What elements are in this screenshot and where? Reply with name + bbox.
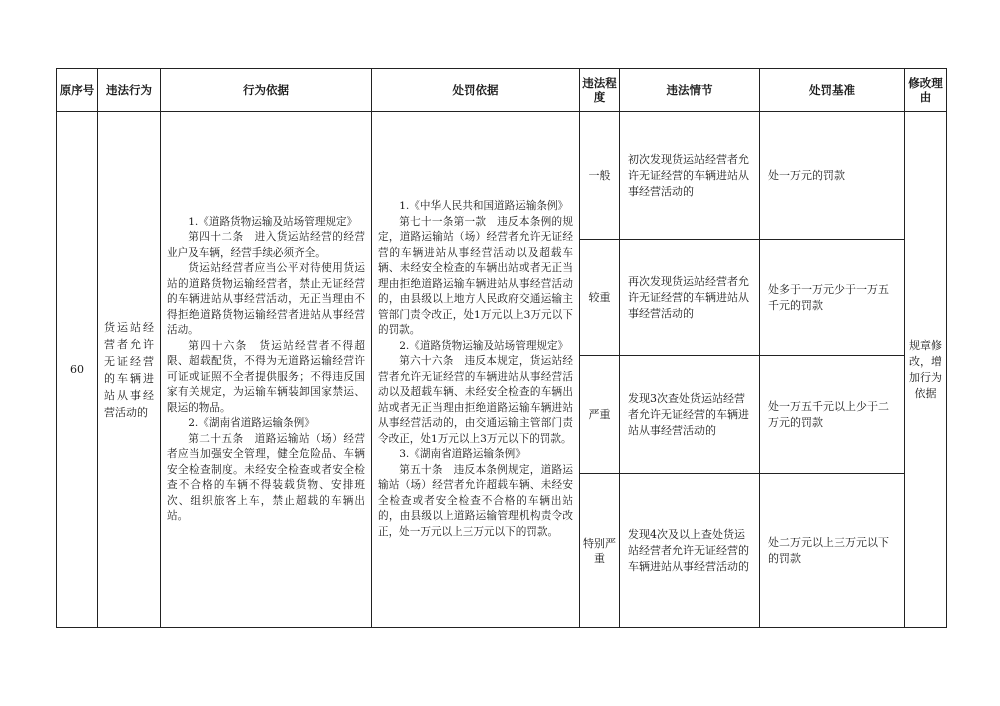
degree-severe: 严重 bbox=[580, 356, 620, 474]
basis-line: 第四十六条 货运站经营者不得超限、超载配货，不得为无道路运输经营许可证或证照不全者提供服务；不得违反国家有关规定，为运输车辆装卸国家禁运、限运的物品。 bbox=[167, 339, 365, 414]
penalty-basis-line: 第六十六条 违反本规定，货运站经营者允许无证经营的车辆进站从事经营活动以及超载车辆、未经安全检查的车辆出站或者无正当理由拒绝道路运输车辆进站从事经营活动的，由交通运输主管部门责令改正，处1万元以上3万元以下的罚款。 bbox=[378, 355, 573, 445]
standard-serious: 处多于一万元少于一万五千元的罚款 bbox=[760, 240, 905, 356]
row-reason bbox=[905, 112, 947, 628]
header-standard: 处罚基准 bbox=[760, 69, 905, 112]
penalty-basis-line: 1.《中华人民共和国道路运输条例》 bbox=[399, 200, 569, 212]
row-seq: 60 bbox=[57, 112, 98, 628]
basis-line: 货运站经营者应当公平对待使用货运站的道路货物运输经营者，禁止无证经营的车辆进站从事经营活动，无正当理由不得拒绝道路货物运输经营者进站从事经营活动。 bbox=[167, 262, 365, 336]
header-reason: 修改理由 bbox=[905, 69, 947, 112]
header-circumstance: 违法情节 bbox=[620, 69, 760, 112]
standard-general: 处一万元的罚款 bbox=[760, 112, 905, 240]
table-row bbox=[57, 112, 947, 240]
standard-especially-severe: 处二万元以上三万元以下的罚款 bbox=[760, 474, 905, 628]
basis-line: 第二十五条 道路运输站（场）经营者应当加强安全管理，健全危险品、车辆安全检查制度。未经安全检查或者安全检查不合格的车辆不得装载货物、安排班次、组织旅客上车，禁止超载的车辆出站。 bbox=[167, 432, 365, 522]
circumstance-general: 初次发现货运站经营者允许无证经营的车辆进站从事经营活动的 bbox=[620, 112, 760, 240]
header-penalty-basis: 处罚依据 bbox=[372, 69, 580, 112]
header-basis: 行为依据 bbox=[161, 69, 372, 112]
basis-line: 1.《道路货物运输及站场管理规定》 bbox=[188, 215, 358, 228]
row-penalty-basis bbox=[372, 112, 580, 628]
penalty-basis-line: 2.《道路货物运输及站场管理规定》 bbox=[399, 339, 569, 352]
circumstance-severe: 发现3次查处货运站经营者允许无证经营的车辆进站从事经营活动的 bbox=[620, 356, 760, 474]
header-violation: 违法行为 bbox=[98, 69, 161, 112]
standard-severe: 处一万五千元以上少于二万元的罚款 bbox=[760, 356, 905, 474]
basis-line: 第四十二条 进入货运站经营的经营业户及车辆，经营手续必须齐全。 bbox=[167, 231, 365, 259]
row-violation: 货运站经营者允许无证经营的车辆进站从事经营活动的 bbox=[98, 112, 161, 628]
row-basis bbox=[161, 112, 372, 628]
penalty-basis-line: 第七十一条第一款 违反本条例的规定，道路运输站（场）经营者允许无证经营的车辆进站从事经营活动以及超载车辆、未经安全检查的车辆出站或者无正当理由拒绝道路运输车辆进站从事经营活动的，由县级以上地方人民政府交通运输主管部门责令改正，处1万元以上3万元以下的罚款。 bbox=[378, 215, 573, 336]
header-degree: 违法程度 bbox=[580, 69, 620, 112]
header-row bbox=[57, 69, 947, 112]
degree-general: 一般 bbox=[580, 112, 620, 240]
penalty-basis-line: 3.《湖南省道路运输条例》 bbox=[399, 448, 526, 460]
header-seq: 原序号 bbox=[57, 69, 98, 112]
circumstance-serious: 再次发现货运站经营者允许无证经营的车辆进站从事经营活动的 bbox=[620, 240, 760, 356]
circumstance-especially-severe: 发现4次及以上查处货运站经营者允许无证经营的车辆进站从事经营活动的 bbox=[620, 474, 760, 628]
reason-text: 规章修改，增加行为依据 bbox=[909, 338, 942, 400]
degree-especially-severe: 特别严重 bbox=[580, 474, 620, 628]
penalty-standard-table bbox=[56, 68, 947, 628]
degree-serious: 较重 bbox=[580, 240, 620, 356]
basis-line: 2.《湖南省道路运输条例》 bbox=[188, 417, 315, 429]
penalty-basis-line: 第五十条 违反本条例规定，道路运输站（场）经营者允许超载车辆、未经安全检查或者安全检查不合格的车辆出站的，由县级以上道路运输管理机构责令改正，处一万元以上三万元以下的罚款。 bbox=[378, 463, 573, 538]
